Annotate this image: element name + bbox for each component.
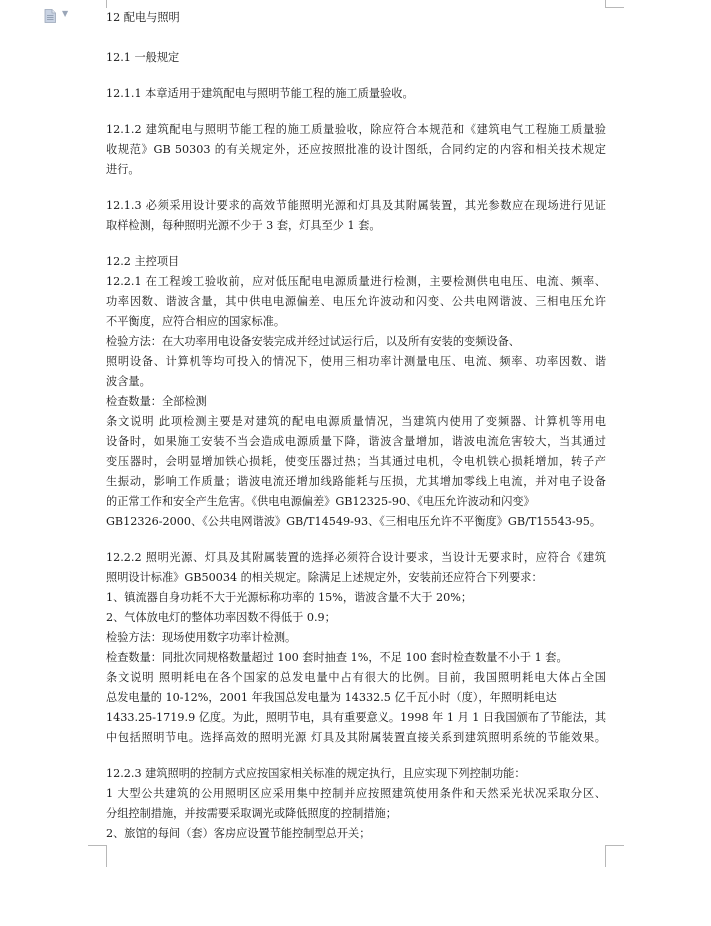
clause-12-1-2-line-3: 进行。	[106, 163, 140, 176]
requirement-1: 1、镇流器自身功耗不大于光源标称功率的 15%，谐波含量不大于 20%；	[106, 591, 473, 604]
clause-12-2-3: 12.2.3 建筑照明的控制方式应按国家相关标准的规定执行，且应实现下列控制功能：	[106, 767, 526, 780]
commentary-1-line-4: 生振动，影响工作质量；谐波电流还增加线路能耗与压损，尤其增加零线上电流，并对电子设备	[106, 475, 606, 488]
commentary-2-line-4: 中包括照明节电。选择高效的照明光源 灯具及其附属装置直接关系到建筑照明系统的节能效果。	[106, 731, 606, 744]
crop-mark-bottom-right-h	[606, 845, 624, 846]
commentary-2-line-3: 1433.25-1719.9 亿度。为此，照明节电，具有重要意义。1998 年 1 月 1 日我国颁布了节能法，其	[106, 711, 607, 724]
crop-mark-top-left-v	[106, 0, 107, 8]
inspection-method-2: 检验方法：现场使用数字功率计检测。	[106, 631, 297, 644]
chevron-down-icon[interactable]: ▼	[62, 9, 69, 18]
heading-12-1: 12.1 一般规定	[106, 51, 180, 64]
control-function-2: 2、旅馆的每间（套）客房应设置节能控制型总开关；	[106, 827, 371, 840]
control-function-1-line-1: 1 大型公共建筑的公用照明区应采用集中控制并应按照建筑使用条件和天然采光状况采取分区、	[106, 787, 606, 800]
clause-12-1-2-line-1: 12.1.2 建筑配电与照明节能工程的施工质量验收，除应符合本规范和《建筑电气工程施工质量验	[106, 123, 606, 136]
commentary-1-line-5: 的正常工作和安全产生危害。《供电电源偏差》GB12325-90、《电压允许波动和闪变》	[106, 495, 535, 508]
clause-12-1-3-line-2: 取样检测，每种照明光源不少于 3 套，灯具至少 1 套。	[106, 219, 381, 232]
crop-mark-bottom-right-v	[605, 845, 606, 867]
inspection-method-1-line-1: 检验方法：在大功率用电设备安装完成并经过试运行后，以及所有安装的变频设备、	[106, 335, 520, 348]
heading-12-2: 12.2 主控项目	[106, 255, 180, 268]
clause-12-2-1-line-2: 功率因数、谐波含量，其中供电电源偏差、电压允许波动和闪变、公共电网谐波、三相电压允许	[106, 295, 606, 308]
clause-12-2-2-line-1: 12.2.2 照明光源、灯具及其附属装置的选择必须符合设计要求，当设计无要求时，应符合《建筑	[106, 551, 606, 564]
commentary-1-line-3: 变压器时，会明显增加铁心损耗，使变压器过热；当其通过电机，令电机铁心损耗增加，转子产	[106, 455, 606, 468]
clause-12-1-3-line-1: 12.1.3 必须采用设计要求的高效节能照明光源和灯具及其附属装置，其光参数应在现场进行见证	[106, 199, 606, 212]
crop-mark-bottom-left-v	[106, 845, 107, 867]
commentary-1-line-6: GB12326-2000、《公共电网谐波》GB/T14549-93、《三相电压允许不平衡度》GB/T15543-95。	[106, 515, 602, 528]
clause-12-2-1-line-1: 12.2.1 在工程竣工验收前，应对低压配电电源质量进行检测，主要检测供电电压、电流、频率、	[106, 275, 606, 288]
document-icon[interactable]	[44, 9, 56, 23]
control-function-1-line-2: 分组控制措施，并按需要采取调光或降低照度的控制措施；	[106, 807, 397, 820]
commentary-2-line-2: 总发电量的 10-12%，2001 年我国总发电量为 14332.5 亿千瓦小时（度），年照明耗电达	[106, 691, 557, 704]
inspection-method-1-line-3: 波含量。	[106, 375, 151, 388]
clause-12-1-1: 12.1.1 本章适用于建筑配电与照明节能工程的施工质量验收。	[106, 87, 414, 100]
heading-12: 12 配电与照明	[106, 11, 180, 24]
inspection-quantity-1: 检查数量：全部检测	[106, 395, 207, 408]
crop-mark-bottom-left-h	[88, 845, 106, 846]
requirement-2: 2、气体放电灯的整体功率因数不得低于 0.9；	[106, 611, 336, 624]
crop-mark-top-right-h	[606, 7, 624, 8]
commentary-2-line-1: 条文说明 照明耗电在各个国家的总发电量中占有很大的比例。目前，我国照明耗电大体占全国	[106, 671, 606, 684]
inspection-quantity-2: 检查数量：同批次同规格数量超过 100 套时抽查 1%，不足 100 套时检查数量不小于 1 套。	[106, 651, 568, 664]
clause-12-1-2-line-2: 收规范》GB 50303 的有关规定外，还应按照批准的设计图纸，合同约定的内容和相关技术规定	[106, 143, 606, 156]
commentary-1-line-1: 条文说明 此项检测主要是对建筑的配电电源质量情况，当建筑内使用了变频器、计算机等用电	[106, 415, 606, 428]
clause-12-2-2-line-2: 照明设计标准》GB50034 的相关规定。除满足上述规定外，安装前还应符合下列要求：	[106, 571, 543, 584]
commentary-1-line-2: 设备时，如果施工安装不当会造成电源质量下降，谐波含量增加，谐波电流危害较大，当其通过	[106, 435, 606, 448]
inspection-method-1-line-2: 照明设备、计算机等均可投入的情况下，使用三相功率计测量电压、电流、频率、功率因数、谐	[106, 355, 606, 368]
clause-12-2-1-line-3: 不平衡度，应符合相应的国家标准。	[106, 315, 286, 328]
